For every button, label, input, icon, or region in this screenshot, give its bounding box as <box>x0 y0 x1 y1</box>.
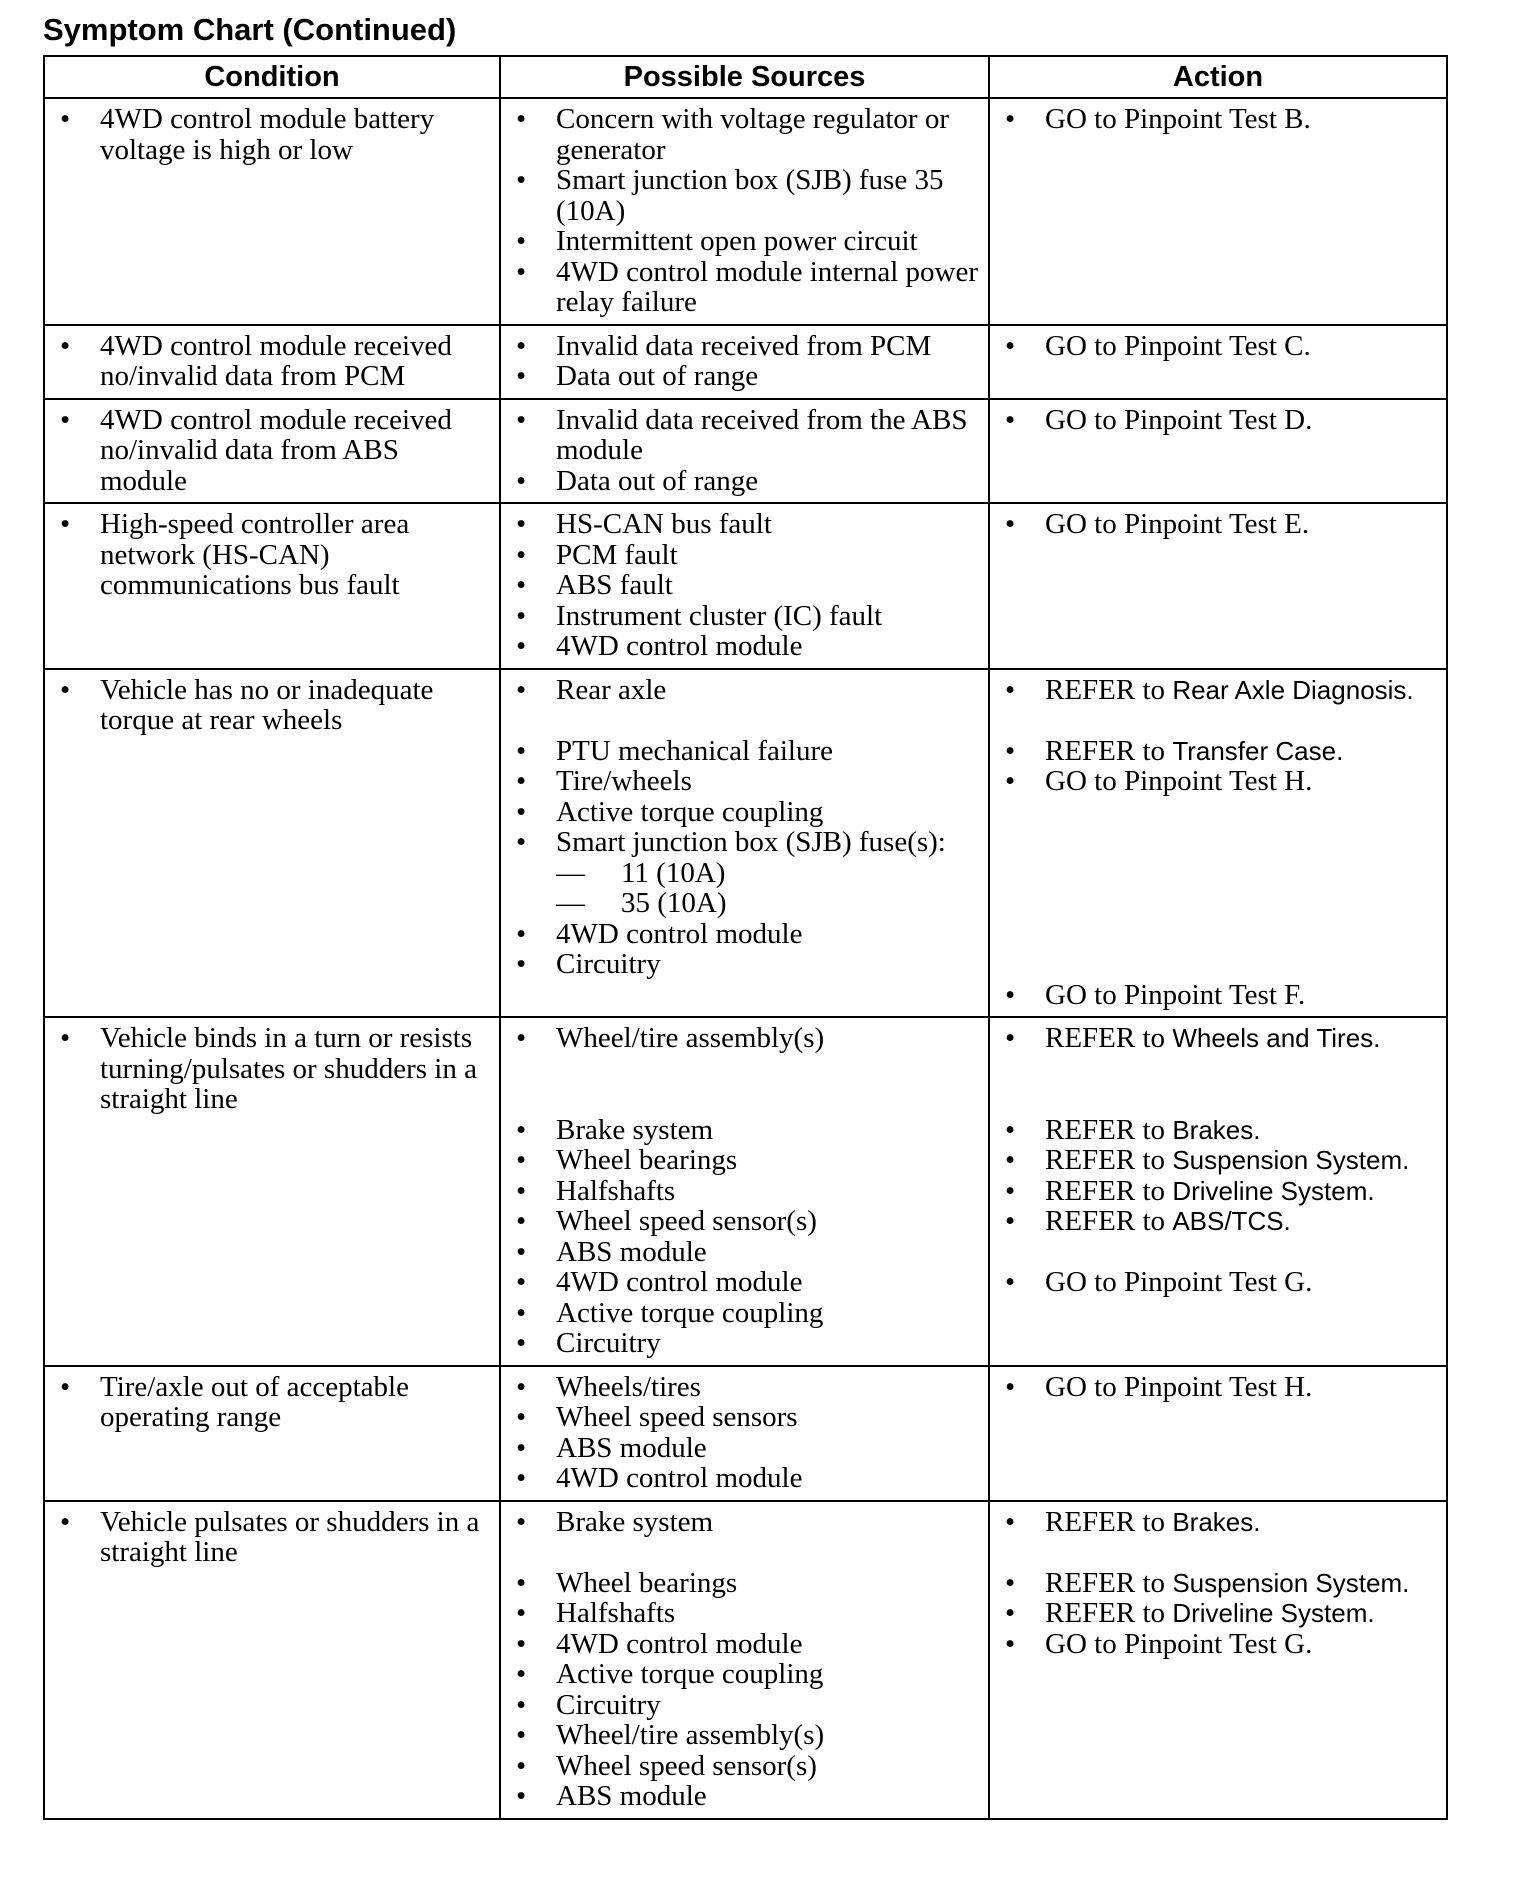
condition-cell <box>44 98 500 325</box>
condition-cell <box>44 399 500 504</box>
sources-cell <box>500 669 989 1018</box>
source-item: • Active torque coupling <box>511 1298 980 1329</box>
source-item: • ABS module <box>511 1433 980 1464</box>
action-text: REFER to <box>1045 1505 1166 1538</box>
reference-link[interactable]: Brakes. <box>1172 1114 1261 1145</box>
table-row <box>44 503 1447 669</box>
condition-text: • Vehicle binds in a turn or resists turning/pulsates or shudders in a straight line <box>55 1023 491 1115</box>
source-item: • 4WD control module <box>511 1267 980 1298</box>
reference-link[interactable]: Suspension System. <box>1172 1145 1410 1175</box>
action-text: REFER to <box>1045 1566 1166 1599</box>
source-item: • Data out of range <box>511 361 980 392</box>
reference-link[interactable]: Wheels and Tires. <box>1172 1023 1381 1053</box>
sources-cell <box>500 503 989 669</box>
source-item: • Intermittent open power circuit <box>511 226 980 257</box>
action-cell <box>989 1501 1447 1819</box>
action-item <box>1000 1267 1438 1298</box>
table-row <box>44 1501 1447 1819</box>
action-cell <box>989 669 1447 1018</box>
table-row <box>44 1366 1447 1501</box>
source-item: • Active torque coupling <box>511 797 980 828</box>
action-text: GO to Pinpoint Test G. <box>1045 1266 1313 1298</box>
source-item: • 4WD control module <box>511 919 980 950</box>
action-item <box>1000 1372 1438 1403</box>
source-item: • Wheel speed sensor(s) <box>511 1751 980 1782</box>
sources-cell <box>500 98 989 325</box>
source-item-label: Smart junction box (SJB) fuse(s): <box>556 826 946 858</box>
action-item <box>1000 331 1438 362</box>
action-item <box>1000 1023 1438 1054</box>
table-row <box>44 669 1447 1018</box>
page-title: Symptom Chart (Continued) <box>43 12 457 47</box>
reference-link[interactable]: Rear Axle Diagnosis. <box>1172 674 1414 705</box>
source-item: • Data out of range <box>511 466 980 497</box>
action-item <box>1000 405 1438 436</box>
source-item: • Invalid data received from PCM <box>511 331 980 362</box>
source-item: • Wheel speed sensors <box>511 1402 980 1433</box>
action-text: GO to Pinpoint Test G. <box>1045 1627 1313 1660</box>
source-item: • Concern with voltage regulator or generator <box>511 104 980 165</box>
condition-cell <box>44 669 500 1018</box>
action-item <box>1000 1115 1438 1146</box>
action-item <box>1000 1598 1438 1629</box>
source-item: • Wheel speed sensor(s) <box>511 1206 980 1237</box>
table-row <box>44 1017 1447 1366</box>
source-item: • Rear axle <box>511 675 980 706</box>
table-row <box>44 325 1447 399</box>
source-item: • Halfshafts <box>511 1176 980 1207</box>
action-cell <box>989 1366 1447 1501</box>
action-item <box>1000 1629 1438 1660</box>
condition-cell <box>44 325 500 399</box>
fuse-item: — 11 (10A) <box>556 858 980 889</box>
action-item <box>1000 1507 1438 1538</box>
condition-cell <box>44 1017 500 1366</box>
source-item: • Brake system <box>511 1115 980 1146</box>
source-item: • Brake system <box>511 1507 980 1538</box>
action-item <box>1000 675 1438 706</box>
action-cell <box>989 325 1447 399</box>
condition-text: • 4WD control module battery voltage is high or low <box>55 104 491 165</box>
table-row <box>44 98 1447 325</box>
source-item: • PTU mechanical failure <box>511 736 980 767</box>
source-item: • Circuitry <box>511 1690 980 1721</box>
action-text: GO to Pinpoint Test H. <box>1045 765 1313 797</box>
header-condition: Condition <box>44 56 500 98</box>
reference-link[interactable]: Driveline System. <box>1172 1598 1375 1628</box>
action-text: REFER to <box>1045 673 1166 706</box>
source-item: • 4WD control module internal power relay failure <box>511 257 980 318</box>
action-text: REFER to <box>1045 734 1166 767</box>
action-text: GO to Pinpoint Test C. <box>1045 329 1311 362</box>
action-cell <box>989 503 1447 669</box>
reference-link[interactable]: Transfer Case. <box>1172 735 1344 766</box>
condition-text: • Vehicle has no or inadequate torque at rear wheels <box>55 675 491 736</box>
action-item <box>1000 766 1438 797</box>
condition-text: • 4WD control module received no/invalid data from PCM <box>55 331 491 392</box>
source-item: • ABS module <box>511 1781 980 1812</box>
condition-cell <box>44 1501 500 1819</box>
condition-text: • Tire/axle out of acceptable operating range <box>55 1372 491 1433</box>
header-action: Action <box>989 56 1447 98</box>
source-item: • Instrument cluster (IC) fault <box>511 601 980 632</box>
action-text: REFER to <box>1045 1113 1166 1146</box>
reference-link[interactable]: Driveline System. <box>1172 1175 1375 1206</box>
action-text: GO to Pinpoint Test B. <box>1045 103 1311 135</box>
source-item: • Halfshafts <box>511 1598 980 1629</box>
source-item: • Active torque coupling <box>511 1659 980 1690</box>
sources-cell <box>500 1366 989 1501</box>
source-item: • Circuitry <box>511 1328 980 1359</box>
action-text: REFER to <box>1045 1144 1166 1176</box>
action-text: GO to Pinpoint Test F. <box>1045 978 1306 1011</box>
action-item <box>1000 1145 1438 1176</box>
condition-text: • Vehicle pulsates or shudders in a straight line <box>55 1507 491 1568</box>
source-item: • 4WD control module <box>511 1629 980 1660</box>
source-item: • Wheel bearings <box>511 1568 980 1599</box>
source-item: • PCM fault <box>511 540 980 571</box>
source-item: • Wheel/tire assembly(s) <box>511 1720 980 1751</box>
condition-cell <box>44 503 500 669</box>
source-item: • ABS fault <box>511 570 980 601</box>
action-cell <box>989 399 1447 504</box>
source-item: • Wheel/tire assembly(s) <box>511 1023 980 1054</box>
reference-link[interactable]: ABS/TCS. <box>1172 1206 1291 1236</box>
source-item: • 4WD control module <box>511 1463 980 1494</box>
table-row <box>44 399 1447 504</box>
action-text: REFER to <box>1045 1597 1166 1629</box>
action-item <box>1000 1176 1438 1207</box>
source-item: • HS-CAN bus fault <box>511 509 980 540</box>
sources-cell <box>500 325 989 399</box>
source-item: • Wheels/tires <box>511 1372 980 1403</box>
source-item: • ABS module <box>511 1237 980 1268</box>
source-item: • Wheel bearings <box>511 1145 980 1176</box>
action-text: REFER to <box>1045 1022 1166 1054</box>
action-item <box>1000 104 1438 135</box>
fuse-list <box>556 858 980 919</box>
source-item: • Tire/wheels <box>511 766 980 797</box>
source-item: • Circuitry <box>511 949 980 980</box>
action-text: GO to Pinpoint Test D. <box>1045 403 1313 436</box>
action-item <box>1000 1568 1438 1599</box>
reference-link[interactable]: Brakes. <box>1172 1506 1261 1537</box>
action-cell <box>989 98 1447 325</box>
condition-text: • 4WD control module received no/invalid data from ABS module <box>55 405 491 497</box>
action-item <box>1000 980 1438 1011</box>
action-text: GO to Pinpoint Test H. <box>1045 1370 1313 1403</box>
reference-link[interactable]: Suspension System. <box>1172 1567 1410 1598</box>
action-cell <box>989 1017 1447 1366</box>
sources-cell <box>500 1017 989 1366</box>
sources-cell <box>500 399 989 504</box>
action-item <box>1000 1206 1438 1237</box>
condition-cell <box>44 1366 500 1501</box>
sources-cell <box>500 1501 989 1819</box>
source-item: • Invalid data received from the ABS module <box>511 405 980 466</box>
action-item <box>1000 509 1438 540</box>
action-text: REFER to <box>1045 1205 1166 1237</box>
source-item: • Smart junction box (SJB) fuse 35 (10A) <box>511 165 980 226</box>
action-text: REFER to <box>1045 1174 1166 1207</box>
header-possible-sources: Possible Sources <box>500 56 989 98</box>
symptom-chart-table <box>43 55 1448 1820</box>
action-item <box>1000 736 1438 767</box>
condition-text: • High-speed controller area network (HS-CAN) communications bus fault <box>55 509 491 601</box>
action-text: GO to Pinpoint Test E. <box>1045 508 1310 540</box>
source-item <box>511 827 980 919</box>
table-header-row <box>44 56 1447 98</box>
fuse-item: — 35 (10A) <box>556 888 980 919</box>
source-item: • 4WD control module <box>511 631 980 662</box>
